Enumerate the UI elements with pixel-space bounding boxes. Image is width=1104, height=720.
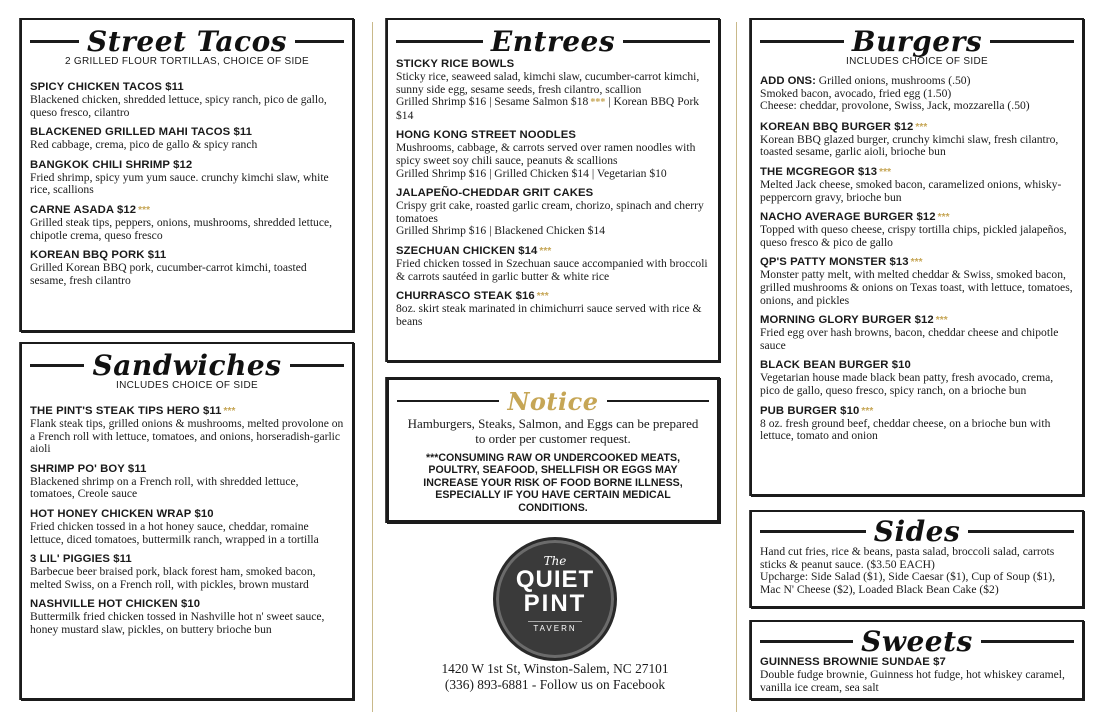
header-rule-left [760, 530, 866, 533]
menu-item-name: CARNE ASADA $12 *** [30, 203, 151, 216]
menu-item-description: Korean BBQ glazed burger, crunchy kimchi slaw, fresh cilantro, toasted sesame, garlic aioli, brioche bun [760, 132, 1059, 159]
menu-item-description: 8 oz. fresh ground beef, cheddar cheese, on a brioche bun with lettuce, tomato and onion [760, 416, 1051, 443]
entrees-header [388, 24, 718, 58]
menu-item-name: STICKY RICE BOWLS [396, 58, 515, 70]
menu-item-description: Mushrooms, cabbage, & carrots served over ramen noodles with spicy sweet soy chili sauce, peanuts & scallions Grilled Shrimp $16 | Grilled Chicken $14 | Vegetarian $10 [396, 141, 696, 180]
burgers-subtitle: INCLUDES CHOICE OF SIDE [846, 56, 988, 67]
menu-item-name: SHRIMP PO' BOY $11 [30, 462, 147, 475]
add-ons-label: ADD ONS: [760, 75, 816, 87]
menu-item-description: Flank steak tips, grilled onions & mushrooms, melted provolone on a French roll with lettuce, tomatoes, and onions, horseradish-garlic aioli [30, 417, 344, 456]
menu-item-description: Crispy grit cake, roasted garlic cream, chorizo, spinach and cherry tomatoes Grilled Shrimp $16 | Blackened Chicken $14 [396, 199, 704, 238]
column-divider-left [372, 22, 373, 712]
menu-item [752, 121, 1082, 159]
menu-item-name: NASHVILLE HOT CHICKEN $10 [30, 598, 201, 611]
column-divider-right [736, 22, 737, 712]
entrees-panel [386, 18, 720, 362]
sweets-title: Sweets [861, 624, 973, 658]
raw-warning-asterisks: *** [937, 212, 950, 224]
burger-add-ons: ADD ONS: Grilled onions, mushrooms (.50) Smoked bacon, avocado, fried egg (1.50) Cheese: cheddar, provolone, Swiss, Jack, mozzarella (.50) [760, 74, 1030, 113]
header-rule-left [760, 40, 844, 43]
notice-title: Notice [507, 386, 599, 416]
menu-item-name: QP'S PATTY MONSTER $13 *** [760, 256, 923, 269]
menu-item-name: THE MCGREGOR $13 *** [760, 165, 892, 178]
menu-item-name: BLACK BEAN BURGER $10 [760, 359, 911, 372]
header-rule-left [30, 40, 79, 43]
menu-item [22, 126, 352, 152]
header-rule-right [981, 640, 1074, 643]
menu-item [752, 359, 1082, 397]
raw-warning-asterisks: *** [138, 204, 151, 216]
header-rule-right [623, 40, 710, 43]
menu-item [22, 204, 352, 242]
menu-item-description: Sticky rice, seaweed salad, kimchi slaw, cucumber-carrot kimchi, sunny side egg, sesame seeds, fresh cilantro, scallion Grilled Shrimp $16 | Sesame Salmon $18 *** | Korean BBQ Pork $14 [396, 70, 700, 122]
menu-item-name: BANGKOK CHILI SHRIMP $12 [30, 158, 193, 171]
raw-warning-asterisks: *** [590, 97, 606, 109]
sandwiches-title: Sandwiches [92, 348, 282, 382]
menu-item [22, 553, 352, 591]
menu-item-description: Blackened shrimp on a French roll, with shredded lettuce, tomatoes, Creole sauce [30, 474, 299, 501]
menu-item-description: Monster patty melt, with melted cheddar & Swiss, smoked bacon, grilled mushrooms & onions on Texas toast, with lettuce, tomatoes, onions, and pickles [760, 268, 1073, 307]
menu-item-description: Topped with queso cheese, crispy tortilla chips, pickled jalapeños, queso fresco & pico de gallo [760, 223, 1067, 249]
menu-item-name: KOREAN BBQ PORK $11 [30, 249, 167, 262]
header-rule-right [295, 40, 344, 43]
sweets-header [752, 626, 1082, 656]
menu-item [752, 405, 1082, 443]
header-rule-right [290, 364, 344, 367]
burgers-panel [750, 18, 1084, 496]
menu-item-name: 3 LIL' PIGGIES $11 [30, 553, 132, 566]
menu-item-description: Blackened chicken, shredded lettuce, spicy ranch, pico de gallo, queso fresco, cilantro [30, 93, 327, 119]
logo-the: The [543, 554, 567, 568]
menu-item-description: Fried chicken tossed in Szechuan sauce accompanied with broccoli & carrots sautéed in garlic butter & white rice [396, 256, 708, 283]
menu-item-description: Melted Jack cheese, smoked bacon, caramelized onions, whisky-peppercorn gravy, brioche bun [760, 177, 1062, 204]
header-rule-left [760, 640, 853, 643]
street-tacos-panel [20, 18, 354, 332]
sandwiches-header [22, 348, 352, 382]
menu-item [388, 129, 718, 180]
menu-item-description: Buttermilk fried chicken tossed in Nashville hot n' sweet sauce, honey mustard slaw, pickles, on buttery brioche bun [30, 610, 325, 636]
menu-item [388, 290, 718, 328]
menu-item-description: Fried chicken tossed in a hot honey sauce, cheddar, romaine lettuce, diced tomatoes, buttermilk ranch, wrapped in a tortilla [30, 519, 319, 546]
sides-title: Sides [873, 514, 961, 548]
street-tacos-title: Street Tacos [87, 24, 288, 58]
raw-warning-asterisks: *** [861, 405, 874, 417]
menu-item [388, 58, 718, 122]
header-rule-left [30, 364, 84, 367]
burgers-header [752, 24, 1082, 58]
menu-item [22, 598, 352, 636]
menu-item-name: BLACKENED GRILLED MAHI TACOS $11 [30, 126, 253, 139]
sweets-panel [750, 620, 1084, 700]
raw-warning-asterisks: *** [915, 121, 928, 133]
logo-tavern: TAVERN [528, 621, 582, 633]
menu-item-description: Fried egg over hash browns, bacon, cheddar cheese and chipotle sauce [760, 326, 1059, 352]
sides-list: Hand cut fries, rice & beans, pasta salad, broccoli salad, carrots sticks & peanut sauce. ($3.50 EACH) [760, 545, 1055, 571]
raw-warning-asterisks: *** [910, 257, 923, 269]
menu-item-name: PUB BURGER $10 *** [760, 404, 874, 417]
menu-item-description: Fried shrimp, spicy yum yum sauce. crunchy kimchi slaw, white rice, scallions [30, 170, 329, 197]
contact-info [395, 661, 715, 693]
street-tacos-header [22, 24, 352, 58]
menu-item-description: Grilled Korean BBQ pork, cucumber-carrot kimchi, toasted sesame, fresh cilantro [30, 261, 307, 287]
entrees-title: Entrees [490, 24, 616, 58]
menu-item [752, 256, 1082, 307]
menu-item-name: NACHO AVERAGE BURGER $12 *** [760, 211, 950, 224]
menu-item [22, 249, 352, 287]
menu-item-name: SPICY CHICKEN TACOS $11 [30, 81, 184, 93]
raw-warning-asterisks: *** [223, 406, 236, 417]
menu-item-name: HOT HONEY CHICKEN WRAP $10 [30, 507, 214, 520]
header-rule-left [397, 400, 499, 402]
sides-upcharge: Upcharge: Side Salad ($1), Side Caesar ($1), Cup of Soup ($1), Mac N' Cheese ($2), Loaded Black Bean Cake ($2) [760, 570, 1056, 596]
logo-quiet: QUIET [515, 566, 595, 593]
logo-pint: PINT [523, 590, 587, 617]
address-line: 1420 W 1st St, Winston-Salem, NC 27101 [441, 661, 669, 676]
burgers-title: Burgers [851, 24, 983, 58]
menu-item-name: GUINNESS BROWNIE SUNDAE $7 [760, 656, 946, 668]
menu-item [752, 166, 1082, 204]
raw-warning-asterisks: *** [879, 166, 892, 178]
raw-warning-asterisks: *** [539, 245, 552, 257]
quiet-pint-logo [493, 537, 617, 661]
menu-item [22, 159, 352, 197]
menu-item-description: Vegetarian house made black bean patty, fresh avocado, crema, pico de gallo, queso fresco, spicy ranch, on a brioche bun [760, 371, 1054, 397]
menu-item [388, 187, 718, 238]
menu-item [752, 211, 1082, 249]
phone-line: (336) 893-6881 - Follow us on Facebook [444, 677, 666, 692]
notice-panel [386, 377, 720, 523]
sandwiches-panel [20, 342, 354, 700]
menu-item [22, 81, 352, 119]
sandwiches-subtitle: INCLUDES CHOICE OF SIDE [116, 380, 258, 391]
menu-item-name: KOREAN BBQ BURGER $12 *** [760, 120, 928, 133]
menu-item [388, 245, 718, 283]
notice-header [389, 386, 717, 416]
menu-item-description: Double fudge brownie, Guinness hot fudge, hot whiskey caramel, vanilla ice cream, sea salt [760, 668, 1065, 694]
menu-item-name: MORNING GLORY BURGER $12 *** [760, 314, 948, 327]
header-rule-right [607, 400, 709, 402]
menu-item-name: CHURRASCO STEAK $16 *** [396, 290, 549, 303]
menu-item-name: THE PINT'S STEAK TIPS HERO $11 *** [30, 405, 236, 417]
notice-warning: ***CONSUMING RAW OR UNDERCOOKED MEATS, POULTRY, SEAFOOD, SHELLFISH OR EGGS MAY INCREASE YOUR RISK OF FOOD BORNE ILLNESS, ESPECIALLY IF YOU HAVE CERTAIN MEDICAL CONDITIONS. [423, 452, 683, 514]
menu-item-description: Red cabbage, crema, pico de gallo & spicy ranch [30, 138, 258, 152]
menu-item [22, 463, 352, 501]
menu-item-description: Barbecue beer braised pork, black forest ham, smoked bacon, melted Swiss, on a French roll, with pickles, brown mustard [30, 565, 316, 591]
menu-item [752, 656, 1082, 694]
raw-warning-asterisks: *** [536, 291, 549, 303]
sides-header [752, 516, 1082, 546]
header-rule-left [396, 40, 483, 43]
raw-warning-asterisks: *** [935, 315, 948, 327]
menu-item-name: JALAPEÑO-CHEDDAR GRIT CAKES [396, 187, 594, 200]
menu-item-name: SZECHUAN CHICKEN $14 *** [396, 244, 552, 257]
street-tacos-subtitle: 2 GRILLED FLOUR TORTILLAS, CHOICE OF SIDE [64, 56, 310, 67]
menu-item-name: HONG KONG STREET NOODLES [396, 129, 577, 142]
notice-body: Hamburgers, Steaks, Salmon, and Eggs can be prepared to order per customer request. [407, 416, 699, 446]
menu-item [22, 508, 352, 546]
menu-item [22, 405, 352, 456]
menu-item-description: 8oz. skirt steak marinated in chimichurri sauce served with rice & beans [396, 302, 702, 328]
menu-item [752, 314, 1082, 352]
sides-panel [750, 510, 1084, 608]
header-rule-right [990, 40, 1074, 43]
header-rule-right [968, 530, 1074, 533]
menu-item-description: Grilled steak tips, peppers, onions, mushrooms, shredded lettuce, chipotle crema, queso fresco [30, 215, 333, 242]
